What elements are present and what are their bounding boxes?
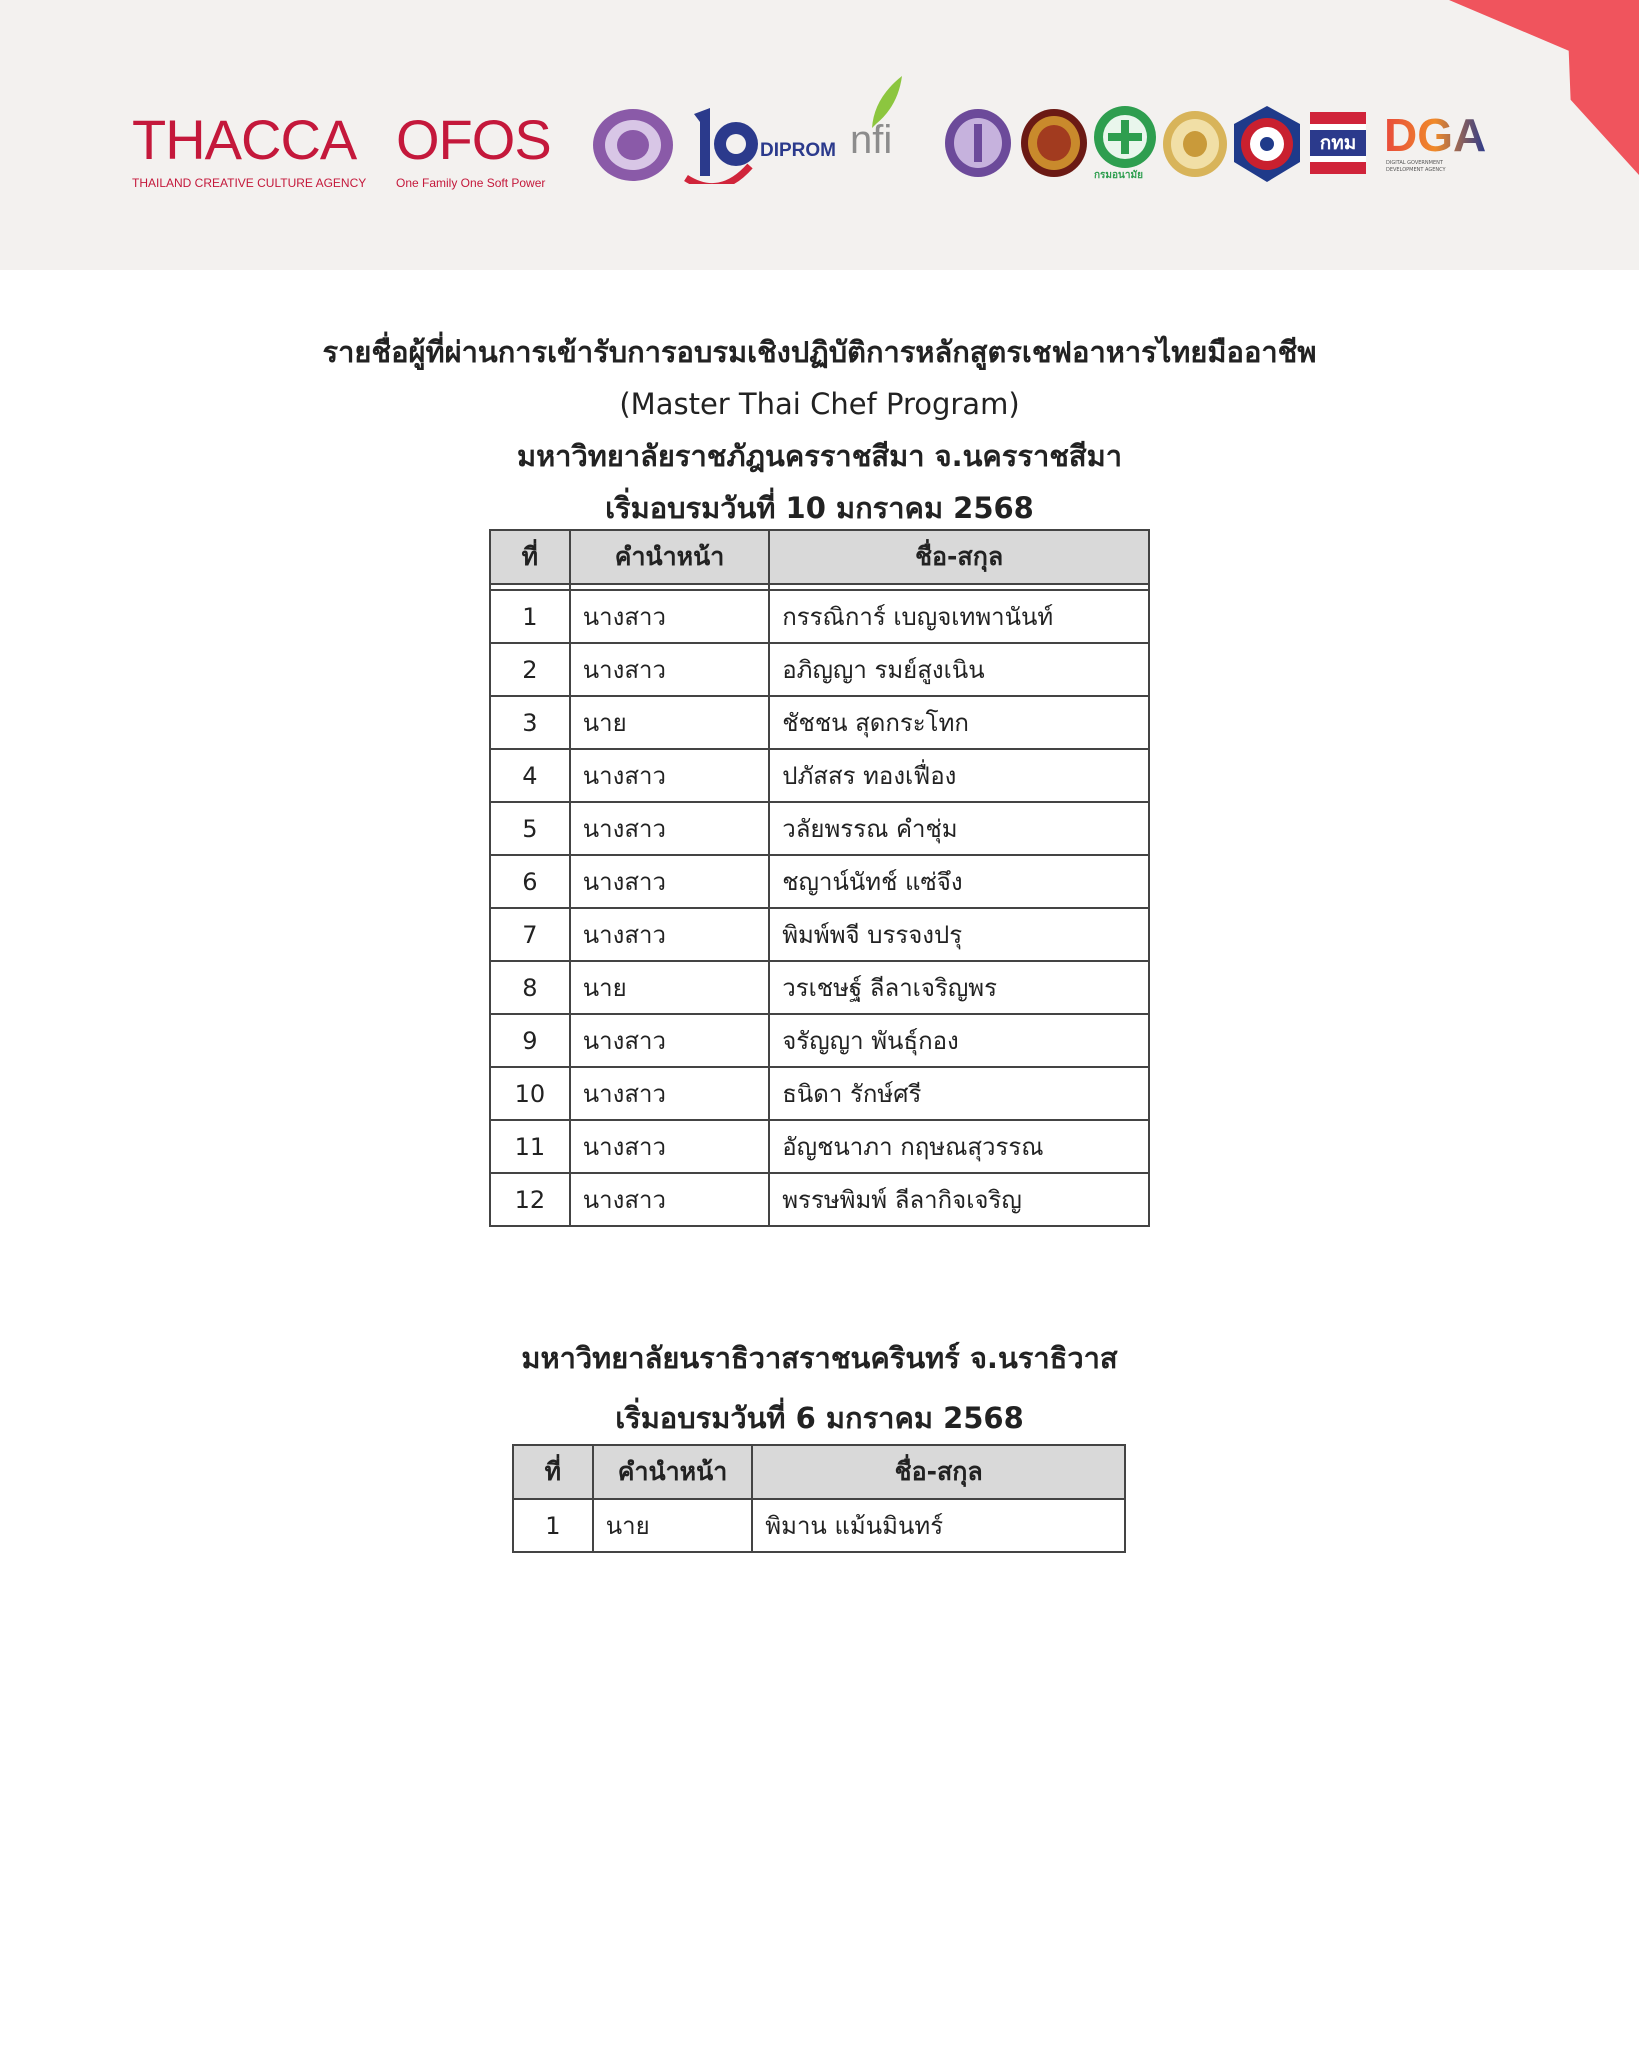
- row-prefix: นางสาว: [570, 1173, 769, 1226]
- diprom-logo: DIPROM: [760, 140, 836, 161]
- table-row: [490, 1067, 1149, 1120]
- anamai-label: กรมอนามัย: [1094, 170, 1143, 181]
- row-name: วลัยพรรณ คำชุ่ม: [769, 802, 1149, 855]
- table-row: [490, 643, 1149, 696]
- section-2-line-2: เริ่มอบรมวันที่ 6 มกราคม 2568: [615, 1401, 1024, 1435]
- thacca-tagline: THAILAND CREATIVE CULTURE AGENCY: [132, 176, 367, 190]
- row-prefix: นางสาว: [570, 590, 769, 643]
- dga-tagline: DIGITAL GOVERNMENT DEVELOPMENT AGENCY: [1386, 160, 1446, 173]
- row-name: อัญชนาภา กฤษณสุวรรณ: [769, 1120, 1149, 1173]
- col-name-header: ชื่อ-สกุล: [752, 1445, 1125, 1499]
- ministry-culture-seal-icon: [592, 108, 674, 182]
- dga-logo: [1384, 109, 1487, 161]
- table-row: [490, 855, 1149, 908]
- row-number: 7: [490, 908, 570, 961]
- table-header-row: [490, 530, 1149, 584]
- col-prefix-header: คำนำหน้า: [570, 530, 769, 584]
- section-2-title: [0, 1328, 1639, 1448]
- participants-table-2: [512, 1444, 1126, 1553]
- row-number: 8: [490, 961, 570, 1014]
- thacca-wordmark: THACCA: [132, 108, 357, 171]
- row-prefix: นางสาว: [570, 1120, 769, 1173]
- row-name: กรรณิการ์ เบญจเทพานันท์: [769, 590, 1149, 643]
- row-number: 3: [490, 696, 570, 749]
- row-number: 1: [513, 1499, 593, 1552]
- gold-seal-icon: [1162, 110, 1228, 178]
- industry-anniversary-icon: [680, 104, 764, 184]
- row-name: ชัชชน สุดกระโทก: [769, 696, 1149, 749]
- ofos-wordmark: OFOS: [396, 108, 551, 171]
- row-number: 10: [490, 1067, 570, 1120]
- row-prefix: นางสาว: [570, 749, 769, 802]
- section-2-line-1: มหาวิทยาลัยนราธิวาสราชนครินทร์ จ.นราธิวาส: [521, 1341, 1118, 1375]
- title-line-2: (Master Thai Chef Program): [619, 387, 1020, 421]
- row-prefix: นาย: [570, 961, 769, 1014]
- thacca-logo: [132, 108, 367, 190]
- ofos-logo: [396, 108, 551, 190]
- row-number: 1: [490, 590, 570, 643]
- table-row: [490, 961, 1149, 1014]
- col-no-header: ที่: [513, 1445, 593, 1499]
- title-line-1: รายชื่อผู้ที่ผ่านการเข้ารับการอบรมเชิงปฏิบัติการหลักสูตรเชฟอาหารไทยมืออาชีพ: [322, 335, 1317, 369]
- table-row: [490, 802, 1149, 855]
- row-name: วรเชษฐ์ ลีลาเจริญพร: [769, 961, 1149, 1014]
- col-name-header: ชื่อ-สกุล: [769, 530, 1149, 584]
- row-name: พรรษพิมพ์ ลีลากิจเจริญ: [769, 1173, 1149, 1226]
- table-row: [490, 1120, 1149, 1173]
- row-number: 9: [490, 1014, 570, 1067]
- row-number: 6: [490, 855, 570, 908]
- logo-header: [0, 0, 1639, 270]
- row-prefix: นาย: [570, 696, 769, 749]
- table-row: [490, 1173, 1149, 1226]
- row-prefix: นางสาว: [570, 855, 769, 908]
- table-row: [490, 696, 1149, 749]
- row-number: 12: [490, 1173, 570, 1226]
- participants-table-1: [489, 529, 1150, 1227]
- row-number: 4: [490, 749, 570, 802]
- row-prefix: นาย: [593, 1499, 753, 1552]
- row-name: พิมพ์พจี บรรจงปรุ: [769, 908, 1149, 961]
- nfi-logo: nfi: [850, 118, 893, 162]
- table-row: [490, 749, 1149, 802]
- purple-seal-icon: [944, 108, 1012, 178]
- table-row: [490, 1014, 1149, 1067]
- row-name: พิมาน แม้นมินทร์: [752, 1499, 1125, 1552]
- row-number: 5: [490, 802, 570, 855]
- bma-logo: [1310, 112, 1366, 174]
- dga-wordmark: DGA: [1384, 109, 1487, 161]
- row-name: อภิญญา รมย์สูงเนิน: [769, 643, 1149, 696]
- row-name: ธนิดา รักษ์ศรี: [769, 1067, 1149, 1120]
- title-line-4: เริ่มอบรมวันที่ 10 มกราคม 2568: [605, 491, 1034, 525]
- row-number: 2: [490, 643, 570, 696]
- table-row: [513, 1499, 1125, 1552]
- title-line-3: มหาวิทยาลัยราชภัฎนครราชสีมา จ.นครราชสีมา: [516, 439, 1123, 473]
- row-prefix: นางสาว: [570, 1014, 769, 1067]
- red-gold-seal-icon: [1020, 108, 1088, 178]
- row-prefix: นางสาว: [570, 643, 769, 696]
- row-name: จรัญญา พันธุ์กอง: [769, 1014, 1149, 1067]
- redcross-emblem-icon: [1230, 104, 1304, 184]
- row-name: ปภัสสร ทองเฟื่อง: [769, 749, 1149, 802]
- row-name: ชญาน์นัทช์ แซ่จึง: [769, 855, 1149, 908]
- document-title: [0, 326, 1639, 534]
- bma-text: กทม: [1310, 130, 1366, 156]
- table-row: [490, 590, 1149, 643]
- row-number: 11: [490, 1120, 570, 1173]
- table-header-row: [513, 1445, 1125, 1499]
- col-no-header: ที่: [490, 530, 570, 584]
- ofos-tagline: One Family One Soft Power: [396, 176, 546, 190]
- row-prefix: นางสาว: [570, 802, 769, 855]
- col-prefix-header: คำนำหน้า: [593, 1445, 753, 1499]
- row-prefix: นางสาว: [570, 1067, 769, 1120]
- table-row: [490, 908, 1149, 961]
- row-prefix: นางสาว: [570, 908, 769, 961]
- leaf-icon: [868, 74, 908, 130]
